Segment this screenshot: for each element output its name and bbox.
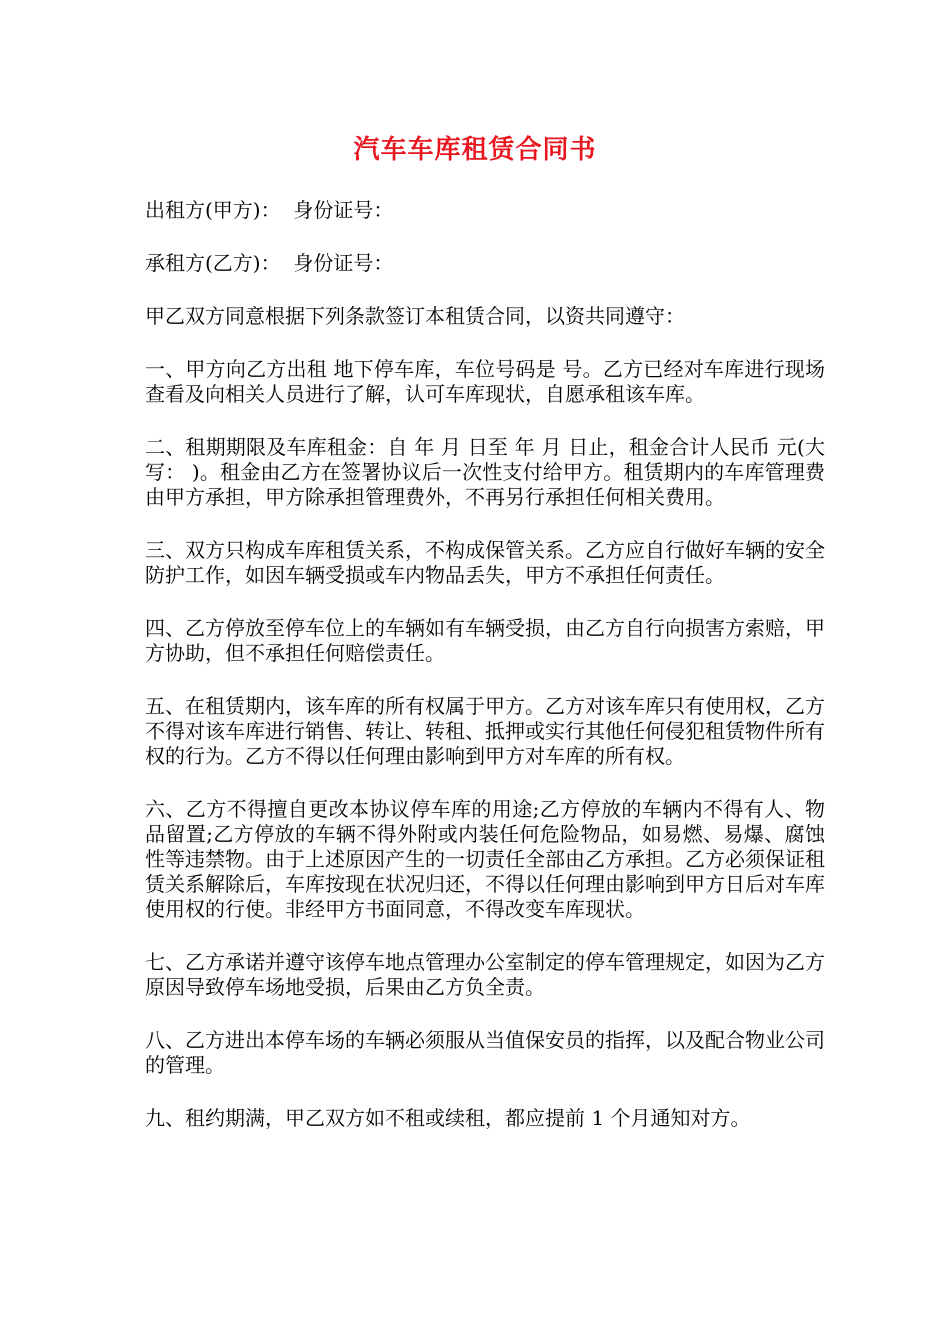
preamble: 甲乙双方同意根据下列条款签订本租赁合同，以资共同遵守： bbox=[145, 304, 685, 328]
clause-5: 五、在租赁期内，该车库的所有权属于甲方。乙方对该车库只有使用权，乙方不得对该车库进行销售、转让、转租、抵押或实行其他任何侵犯租赁物件所有权的行为。乙方不得以任何理由影响到甲方对车库的所有权。 bbox=[145, 694, 825, 768]
document-body bbox=[145, 198, 825, 1159]
clause-1: 一、甲方向乙方出租 地下停车库，车位号码是 号。乙方已经对车库进行现场查看及向相关人员进行了解，认可车库现状，自愿承租该车库。 bbox=[145, 357, 825, 406]
clause-8: 八、乙方进出本停车场的车辆必须服从当值保安员的指挥，以及配合物业公司的管理。 bbox=[145, 1028, 825, 1077]
clause-7: 七、乙方承诺并遵守该停车地点管理办公室制定的停车管理规定，如因为乙方原因导致停车场地受损，后果由乙方负全责。 bbox=[145, 950, 825, 999]
lessee-line: 承租方(乙方)： 身份证号： bbox=[145, 251, 394, 275]
clause-9: 九、租约期满，甲乙双方如不租或续租，都应提前 1 个月通知对方。 bbox=[145, 1106, 751, 1130]
clause-4: 四、乙方停放至停车位上的车辆如有车辆受损，由乙方自行向损害方索赔，甲方协助，但不承担任何赔偿责任。 bbox=[145, 616, 825, 665]
document-title: 汽车车库租赁合同书 bbox=[353, 135, 597, 165]
lessor-line: 出租方(甲方)： 身份证号： bbox=[145, 198, 394, 222]
clause-6: 六、乙方不得擅自更改本协议停车库的用途;乙方停放的车辆内不得有人、物品留置;乙方停放的车辆不得外附或内装任何危险物品，如易燃、易爆、腐蚀性等违禁物。由于上述原因产生的一切责任全部由乙方承担。乙方必须保证租赁关系解除后，车库按现在状况归还，不得以任何理由影响到甲方日后对车库使用权的行使。非经甲方书面同意，不得改变车库现状。 bbox=[145, 797, 825, 921]
clause-2: 二、租期期限及车库租金：自 年 月 日至 年 月 日止，租金合计人民币 元(大写： )。租金由乙方在签署协议后一次性支付给甲方。租赁期内的车库管理费由甲方承担，甲方除承担管理费外，不再另行承担任何相关费用。 bbox=[145, 435, 825, 509]
clause-3: 三、双方只构成车库租赁关系，不构成保管关系。乙方应自行做好车辆的安全防护工作，如因车辆受损或车内物品丢失，甲方不承担任何责任。 bbox=[145, 538, 825, 587]
